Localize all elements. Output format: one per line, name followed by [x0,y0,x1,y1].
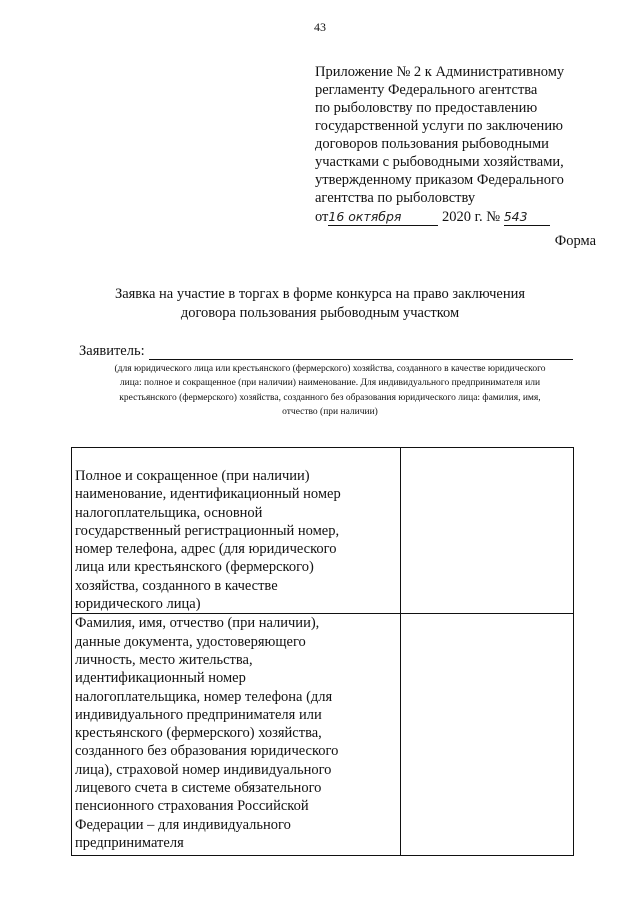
table-label-cell [72,448,401,614]
appendix-line: государственной услуги по заключению [315,118,563,134]
title-line: договора пользования рыбоводным участком [180,305,460,321]
appendix-line: участками с рыбоводными хозяйствами, [315,154,564,170]
appendix-line: утвержденному приказом Федерального [315,172,564,188]
year-number-label: 2020 г. № [442,209,501,225]
title-line: Заявка на участие в торгах в форме конкурса на право заключения [114,286,526,302]
appendix-line: Приложение № 2 к Административному [315,64,565,80]
note-line: отчество (при наличии) [282,406,378,417]
applicant-label: Заявитель: [79,343,145,359]
table-row [72,614,574,856]
appendix-block [315,63,605,226]
appendix-line: договоров пользования рыбоводными [315,136,549,152]
applicant-info-table [71,447,574,856]
table-value-cell[interactable] [401,614,574,856]
applicant-input-line[interactable] [149,345,573,360]
applicant-field [79,343,574,360]
row-value[interactable] [401,448,573,467]
note-line: крестьянского (фермерского) хозяйства, созданного без образования юридического лица: фамилия, имя, [119,392,541,403]
table-label-cell [72,614,401,856]
page-number: 43 [314,20,326,34]
form-label: Форма [554,233,596,249]
appendix-line: агентства по рыболовству [315,190,476,206]
date-prefix: от [315,209,329,225]
row-label: Фамилия, имя, отчество (при наличии), данные документа, удостоверяющего личность, место жительства, идентификационный номер налогоплательщика, номер телефона (для индивидуального предпринимателя или крестьянского (фермерского) хозяйства, созданного без образования юридического лица), страховой номер индивидуального лицевого счета в системе обязательного пенсионного страхования Российской Федерации – для индивидуального предпринимателя [75,615,339,851]
note-line: лица: полное и сокращенное (при наличии) наименование. Для индивидуального предпринимателя или [119,378,541,389]
table-value-cell[interactable] [401,448,574,614]
document-title [0,285,640,323]
applicant-note [70,362,590,419]
table-row [72,448,574,614]
appendix-line: по рыболовству по предоставлению [315,100,538,116]
row-label: Полное и сокращенное (при наличии) наименование, идентификационный номер налогоплательщика, основной государственный регистрационный номер, номер телефона, адрес (для юридического лица или крестьянского (фермерского) хозяйства, созданного в качестве юридического лица) [75,468,341,613]
appendix-line: регламенту Федерального агентства [315,82,538,98]
handwritten-date: 16 октября [328,209,438,226]
note-line: (для юридического лица или крестьянского (фермерского) хозяйства, созданного в качестве юридического [114,364,546,374]
handwritten-order-number: 543 [504,209,550,226]
order-date-number-line [315,208,605,226]
